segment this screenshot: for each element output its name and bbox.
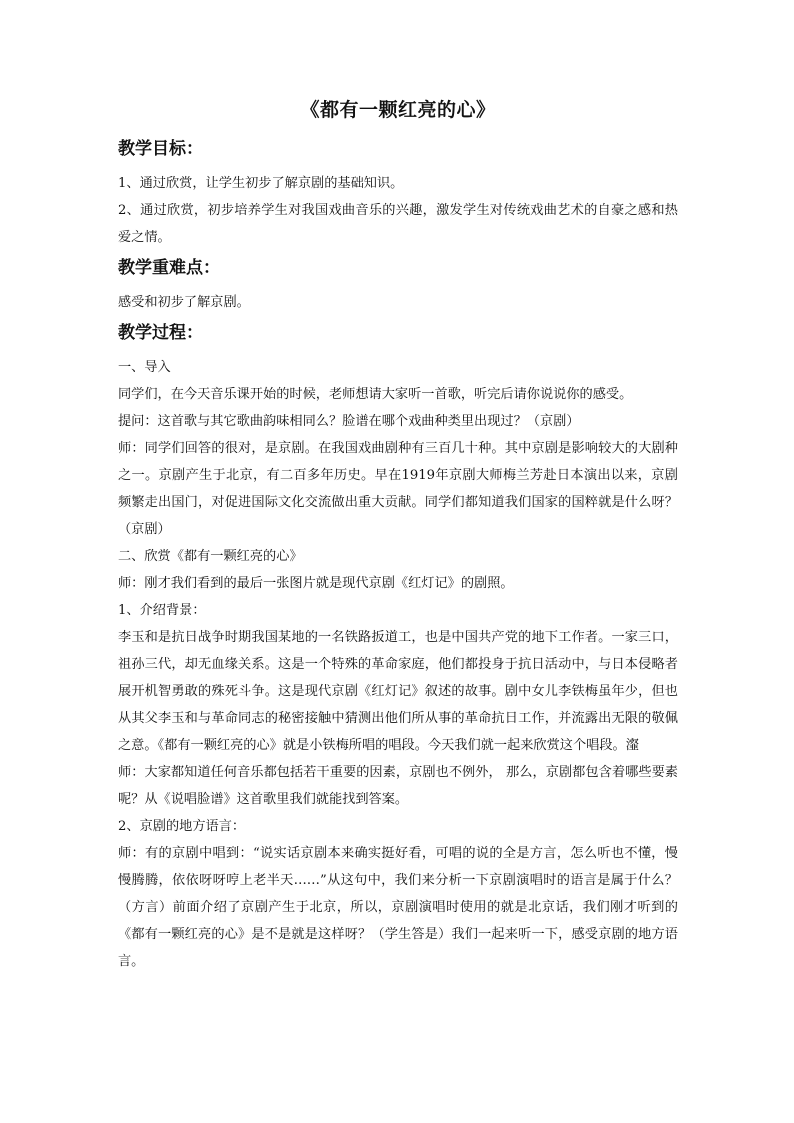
process-heading: 教学过程：	[118, 323, 203, 343]
process-section-appreciation: 二、欣赏《都有一颗红亮的心》	[118, 549, 303, 564]
process-paragraph: 师：大家都知道任何音乐都包括若干重要的因素，京剧也不例外， 那么，京剧都包含着哪些要素呢？从《说唱脸谱》这首歌里我们就能找到答案。	[118, 765, 678, 807]
key-points-text: 感受和初步了解京剧。	[118, 295, 250, 310]
process-paragraph: 李玉和是抗日战争时期我国某地的一名铁路扳道工，也是中国共产党的地下工作者。一家三口，祖孙三代，却无血缘关系。这是一个特殊的革命家庭，他们都投身于抗日活动中，与日本侵略者展开机智勇敢的殊死斗争。这是现代京剧《红灯记》叙述的故事。剧中女儿李铁梅虽年少，但也从其父李玉和与革命同志的秘密接触中猜测出他们所从事的革命抗日工作，并流露出无限的敬佩之意。《都有一颗红亮的心》就是小铁梅所唱的唱段。今天我们就一起来欣赏这个唱段。瀣	[118, 630, 678, 753]
process-subsection-dialect: 2、京剧的地方语言：	[118, 819, 246, 834]
process-section-intro: 一、导入	[118, 360, 171, 375]
process-paragraph: 师：刚才我们看到的最后一张图片就是现代京剧《红灯记》的剧照。	[118, 576, 514, 591]
document-title: 《都有一颗红亮的心》	[300, 99, 496, 121]
process-paragraph: 师：同学们回答的很对，是京剧。在我国戏曲剧种有三百几十种。其中京剧是影响较大的大剧种之一。京剧产生于北京，有二百多年历史。早在1919年京剧大师梅兰芳赴日本演出以来，京剧频繁走出国门，对促进国际文化交流做出重大贡献。同学们都知道我们国家的国粹就是什么呀？（京剧）	[118, 441, 678, 537]
goal-item-2: 2、通过欣赏，初步培养学生对我国戏曲音乐的兴趣，激发学生对传统戏曲艺术的自豪之感和热爱之情。	[118, 203, 678, 245]
key-points-heading: 教学重难点：	[118, 258, 220, 278]
goals-heading: 教学目标：	[118, 139, 203, 159]
goal-item-1: 1、通过欣赏，让学生初步了解京剧的基础知识。	[118, 176, 404, 191]
process-paragraph: 同学们，在今天音乐课开始的时候，老师想请大家听一首歌，听完后请你说说你的感受。	[118, 387, 633, 402]
process-paragraph: 师：有的京剧中唱到：“说实话京剧本来确实挺好看，可唱的说的全是方言，怎么听也不懂，慢慢腾腾，依依呀呀哼上老半天……”从这句中，我们来分析一下京剧演唱时的语言是属于什么？（方言）前面介绍了京剧产生于北京，所以，京剧演唱时使用的就是北京话，我们刚才听到的《都有一颗红亮的心》是不是就是这样呀？（学生答是）我们一起来听一下，感受京剧的地方语言。	[118, 846, 678, 969]
process-subsection-background: 1、介绍背景：	[118, 603, 206, 618]
process-paragraph: 提问：这首歌与其它歌曲韵味相同么？脸谱在哪个戏曲种类里出现过？（京剧）	[118, 414, 580, 429]
document-page	[118, 96, 678, 975]
